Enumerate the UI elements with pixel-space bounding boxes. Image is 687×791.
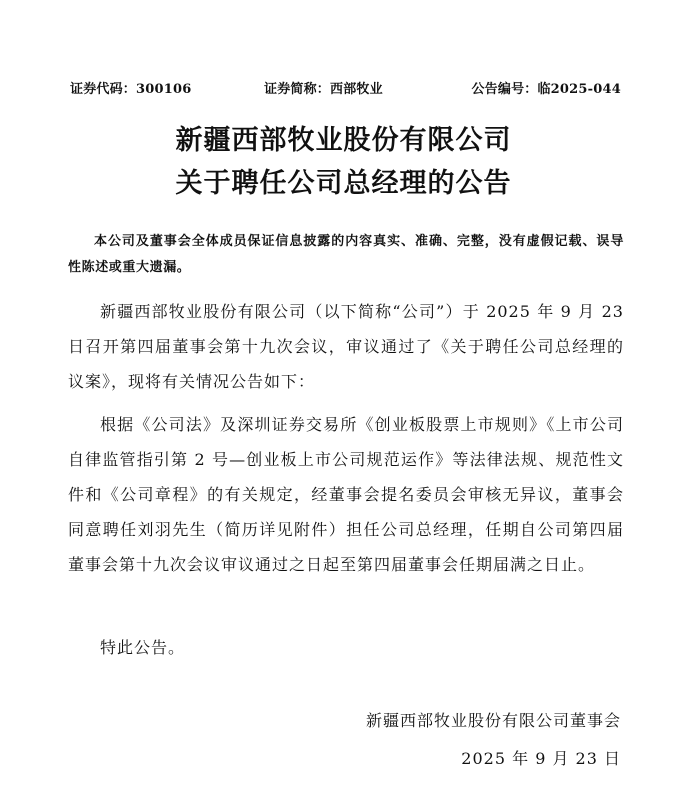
announcement-number: 公告编号：临2025-044 — [471, 82, 621, 97]
security-code: 证券代码：300106 — [70, 82, 192, 97]
signature-company: 新疆西部牧业股份有限公司董事会 — [365, 711, 621, 730]
page-title-line-1: 新疆西部牧业股份有限公司 — [175, 125, 512, 156]
security-abbreviation: 证券简称：西部牧业 — [264, 82, 383, 97]
board-declaration: 本公司及董事会全体成员保证信息披露的内容真实、准确、完整，没有虚假记载、误导性陈述或重大遗漏。 — [68, 234, 624, 275]
signature-date: 2025 年 9 月 23 日 — [461, 749, 621, 768]
body-paragraph-1: 新疆西部牧业股份有限公司（以下简称“公司”）于 2025 年 9 月 23 日召开第四届董事会第十九次会议，审议通过了《关于聘任公司总经理的议案》，现将有关情况公告如下： — [68, 302, 624, 391]
body-paragraph-3: 特此公告。 — [100, 638, 186, 657]
page-title-line-2: 关于聘任公司总经理的公告 — [175, 168, 512, 199]
body-paragraph-2: 根据《公司法》及深圳证券交易所《创业板股票上市规则》《上市公司自律监管指引第 2 号—创业板上市公司规范运作》等法律法规、规范性文件和《公司章程》的有关规定，经董事会提名委员会审核无异议，董事会同意聘任刘羽先生（简历详见附件）担任公司总经理，任期自公司第四届董事会第十九次会议审议通过之日起至第四届董事会任期届满之日止。 — [68, 415, 624, 574]
